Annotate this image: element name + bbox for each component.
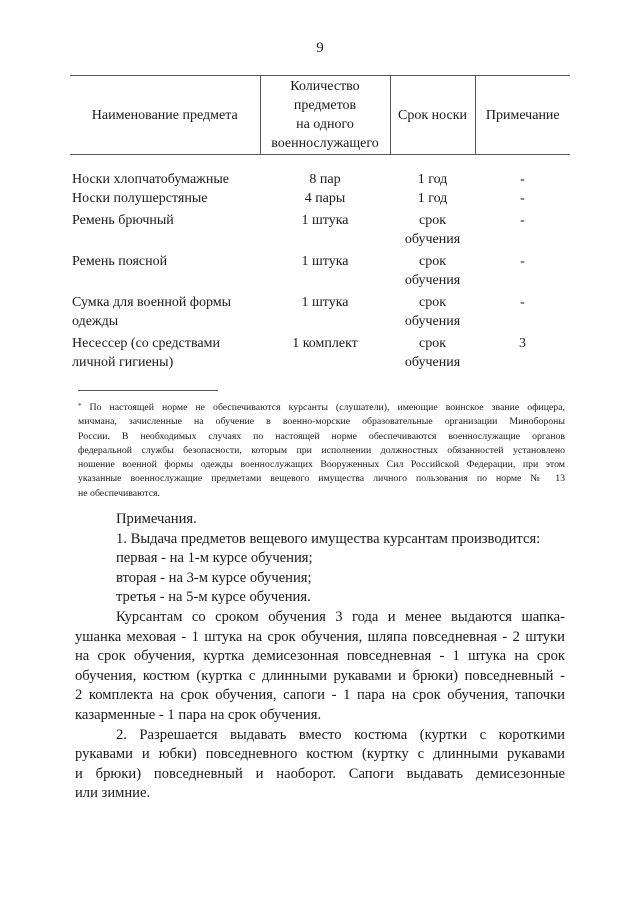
items-table <box>70 75 570 372</box>
footnote-line: * По настоящей норме не обеспечиваются курсанты (слушатели), имеющие воинское звание офицера, <box>78 402 565 413</box>
footnote-separator <box>78 390 218 391</box>
footnote-line: указанные военнослужащие предметами вещевого имущества личного пользования по норме № 13 <box>78 473 565 485</box>
table-row <box>70 334 570 372</box>
table-row <box>70 293 570 334</box>
paragraph-line: и брюки) повседневный и наоборот. Сапоги выдавать демисезонные <box>75 765 565 782</box>
footnote-marker: * <box>78 402 82 410</box>
cell-note: - <box>520 172 525 187</box>
cell-quantity: 1 комплект <box>292 336 358 351</box>
cell-note: - <box>520 254 525 269</box>
cell-note: 3 <box>519 336 526 351</box>
footnote-line: мичмана, зачисленные на обучение в военно-морские образовательные организации Минобороны <box>78 416 565 428</box>
paragraph-line: обучения, костюм (куртка с длинными рукавами и брюки) повседневный - <box>75 667 565 684</box>
cell-note: - <box>520 191 525 206</box>
paragraph-line: 2. Разрешается выдавать вместо костюма (куртки с короткими <box>116 726 565 743</box>
page-number: 9 <box>316 40 324 56</box>
cell-term: срок обучения <box>404 336 461 370</box>
note-item-2 <box>75 726 565 804</box>
header-quantity-line: на одного <box>296 117 354 132</box>
cell-item-name: Носки хлопчатобумажные <box>72 172 229 187</box>
note-item-1: 1. Выдача предметов вещевого имущества курсантам производится: <box>116 530 541 547</box>
header-quantity-line: Количество <box>290 79 360 94</box>
note-item-1-line: третья - на 5-м курсе обучения. <box>116 589 311 606</box>
cell-item-name: Несессер (со средствами личной гигиены) <box>72 336 220 370</box>
footnote-line: России. В необходимых случаях по настоящей норме обеспечиваются военнослужащие органов <box>78 430 565 442</box>
paragraph-line: или зимние. <box>75 785 151 802</box>
note-item-1-line: вторая - на 3-м курсе обучения; <box>116 569 312 586</box>
table-row <box>70 211 570 252</box>
cell-term: 1 год <box>417 191 448 206</box>
footnote-line: ношение военной формы одежды военнослужащих Вооруженных Сил Российской Федерации, при этом <box>78 459 565 471</box>
paragraph-line: рукавами и юбки) повседневного костюм (куртку с длинными рукавами <box>75 746 565 763</box>
cell-quantity: 8 пар <box>309 172 341 187</box>
header-note: Примечание <box>475 76 570 155</box>
table-row <box>70 155 570 190</box>
paragraph-line: ушанка меховая - 1 штука на срок обучения, шляпа повседневная - 2 штуки <box>75 628 565 645</box>
cell-term: срок обучения <box>404 213 461 247</box>
cell-item-name: Сумка для военной формы одежды <box>72 295 232 329</box>
header-quantity <box>260 76 390 155</box>
cell-item-name: Носки полушерстяные <box>72 191 208 206</box>
header-quantity-line: военнослужащего <box>271 136 379 151</box>
cell-quantity: 4 пары <box>304 191 346 206</box>
cell-quantity: 1 штука <box>301 254 349 269</box>
cell-quantity: 1 штука <box>301 213 349 228</box>
items-table-container <box>70 75 570 372</box>
header-name: Наименование предмета <box>70 76 260 155</box>
paragraph-line: на срок обучения, куртка демисезонная повседневная - 1 штука на срок <box>75 648 565 665</box>
cell-note: - <box>520 295 525 310</box>
cell-term: срок обучения <box>404 295 461 329</box>
cell-term: срок обучения <box>404 254 461 288</box>
cell-item-name: Ремень брючный <box>72 213 174 228</box>
note-item-1-line: первая - на 1-м курсе обучения; <box>116 550 313 567</box>
header-quantity-line: предметов <box>293 98 357 113</box>
note-paragraph-cadets <box>75 608 565 726</box>
cell-item-name: Ремень поясной <box>72 254 168 269</box>
notes-section <box>75 510 565 804</box>
paragraph-line: Курсантам со сроком обучения 3 года и менее выдаются шапка- <box>116 608 565 625</box>
notes-heading: Примечания. <box>116 511 197 527</box>
cell-note: - <box>520 213 525 228</box>
footnote-line: федеральной службы безопасности, которым при исполнении должностных обязанностей установлено <box>78 444 565 456</box>
table-row <box>70 189 570 211</box>
cell-term: 1 год <box>417 172 448 187</box>
header-term: Срок носки <box>390 76 475 155</box>
table-header-row <box>70 76 570 155</box>
paragraph-line: 2 комплекта на срок обучения, сапоги - 1 пара на срок обучения, тапочки <box>75 687 565 704</box>
table-row <box>70 252 570 293</box>
footnote <box>78 401 565 501</box>
footnote-line: не обеспечиваются. <box>78 487 160 499</box>
paragraph-line: казарменные - 1 пара на срок обучения. <box>75 706 322 723</box>
cell-quantity: 1 штука <box>301 295 349 310</box>
